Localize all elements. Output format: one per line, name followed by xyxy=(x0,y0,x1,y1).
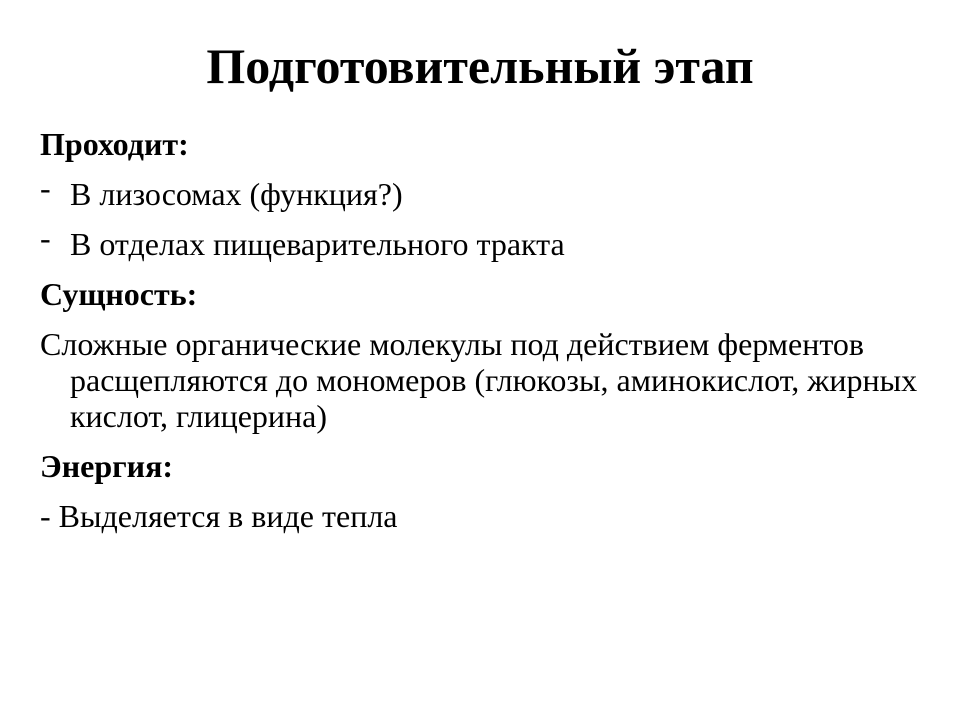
essence-text: Сложные органические молекулы под действием ферментов расщепляются до мономеров (глюкозы, аминокислот, жирных кислот, глицерина) xyxy=(40,326,918,434)
bullet-dash: - xyxy=(40,220,51,256)
list-item xyxy=(40,220,930,262)
slide-content xyxy=(40,126,930,534)
bullet-dash: - xyxy=(40,170,51,206)
location-item-digestive-tract: В отделах пищеварительного тракта xyxy=(70,226,565,262)
slide-title: Подготовительный этап xyxy=(206,38,754,94)
location-heading: Проходит: xyxy=(40,126,189,162)
location-item-lysosomes: В лизосомах (функция?) xyxy=(70,176,403,212)
essence-heading: Сущность: xyxy=(40,276,198,312)
energy-text: - Выделяется в виде тепла xyxy=(40,498,398,534)
energy-heading: Энергия: xyxy=(40,448,174,484)
list-item xyxy=(40,170,930,212)
location-list xyxy=(40,170,930,262)
